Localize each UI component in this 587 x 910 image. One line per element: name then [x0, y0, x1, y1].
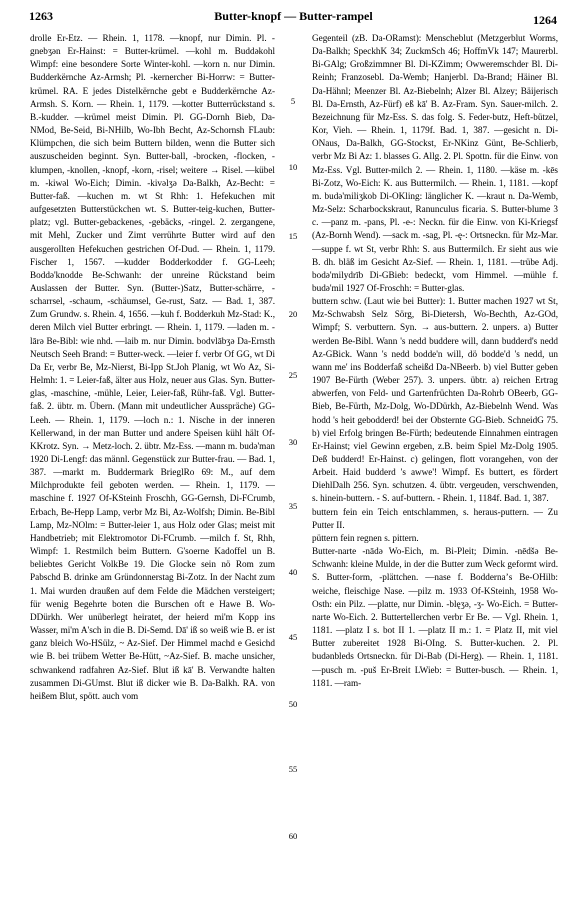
page-number-right: 1264 [533, 13, 557, 27]
page-number-left: 1263 [29, 9, 53, 23]
line-number: 40 [288, 567, 298, 577]
line-number: 15 [288, 231, 298, 241]
right-column-paragraph: püttern fein regnen s. pittern. [312, 532, 419, 543]
right-column-paragraph: Butter-narte -nādə Wo-Eich, m. Bi-Pleit; Dimin. -nēdšə Be-Schwanh: kleine Mulde, in der die Butter zum Weck geformt wird. S. Butter-form, -plättchen. —nase f. Boddernaʼs Be-OHilb: weiche, fleischige Nase. —pilz m. 1933 Of-KSteinh, 1958 Wo-Osth: ein Pilz. —platte, nur Dimin. -blęʒə, -ʒ- Wo-Eich. = Butter-narte Wo-Eich. 2. Buttertellerchen verbr Er Be. — Vgl. Rhein. 1, 1181. —platz I s. bot II 1. —platz II m.: 1. = Platz II, mit viel Butter zubereitet 1928 Bi-OIng. S. Butter-kuchen. 2. Pl. budənbleds Ortsneckn. für Di-Bab (Di-Herg). — Rhein. 1, 1181. —pusch m. -puš Er-Breit LWieb: = Butter-busch. — Rhein. 1, 1181. —ram- [312, 546, 558, 688]
left-column [30, 32, 275, 900]
line-number: 35 [288, 501, 298, 511]
running-head: Butter-knopf — Butter-rampel [214, 9, 373, 23]
right-column [312, 32, 558, 900]
right-column-paragraph: buttern schw. (Laut wie bei Butter): 1. Butter machen 1927 wt St, Mz-Schwabsh Selz Sörg, Bi-Dietersh, Wo-Bechth, Az-GOd, Wimpf; S. verbuttern. Syn. → aus-buttern. 2. unpers. a) Butter werden Be-Bibl. Wann 's nedd buddere will, dann budderd's nedd Az-GBick. Wann 's nedd bodde'n will, dö bodde'd 's nedd, un wann me' ins Bodderfaß scheißd Da-NBeerb. b) viel Butter geben 1907 Be-Fürth (Weber 257). 3. unpers. übtr. a) reichen Ertrag abwerfen, von Feld- und Gartenfrüchten Da-Rohrb OBeerb, GG-Bieb, Be-Fürth, Mz-Dolg, Wo-DDürkh, Az-Biebelnh Wend. Was hodd 's heit gebodderd! bei der Obsternte GG-Bieb. SchneidG 75. b) viel Erfolg bringen Be-Fürth; bedeutende Einnahmen eintragen Er-Hainst; viel Gewinn ergeben, z.B. beim Spiel Mz-Dolg 1905. Deß budderd! Er-Hainst. c) gelingen, flott vorangehen, von der Arbeit. Haid budderd 's awwe'! Wimpf. Es buttert, es fördert DiehlDalh 256. Syn. schutzen. 4. übtr. vergeuden, verschwenden, s. hinein-buttern. - S. auf-buttern. - Rhein. 1, 1184f. Bad. 1, 387. [312, 296, 558, 504]
line-number: 55 [288, 764, 298, 774]
line-number: 50 [288, 699, 298, 709]
line-number: 30 [288, 437, 298, 447]
right-column-paragraph: buttern fein ein Teich entschlammen, s. heraus-puttern. — Zu Putter II. [312, 506, 558, 530]
line-number: 20 [288, 309, 298, 319]
left-column-text: drolle Er-Etz. — Rhein. 1, 1178. —knopf, nur Dimin. Pl. -gnebʒən Er-Hainst: = Butter-krümel. —kohl m. Buddəkohl Wimpf: eine besondere Sorte Winter-kohl. —korn n. nur Dimin. Budderkërnche Az-Armsh; Pl. -kernercher Bi-Horrw: = Butter-krümel. RA. E jedes Distelkërnche gebt e Budderkërnche Az-Armsh. S. Korn. — Rhein. 1, 1179. —kotter Butterrückstand s. B.-kudder. —krümel meist Dimin. Pl. GG-Dornh Bieb, Da-NMod, Be-Seid, Bi-NHilb, Wo-Ibh Becht, Az-Schornsh FLaub: Klümpchen, die sich beim Buttern bilden, wenn die Butter sich auszuscheiden beginnt. Syn. Butter-ball, -brocken, -flocken, -klumpen, -knollen, -knopf, -korn, -risel; weitere → Risel. —kübel m. -kiwəl Wo-Eich; Dimin. -kivəlʒə Da-Balkh, Az-Becht: = Butter-faß. —kuchen m. wt St Rhh: 1. Hefekuchen mit aufgesetzten Butterstückchen wt. S. Butter-teig-kuchen, Butter-platz; vgl. Butter-gebackenes, -gebäcks, -ringel. 2. zergangene, mit Mehl, Zucker und Zimt verrührte Butter wird auf den ausgerollten Hefekuchen gestrichen Of-Dud. — Rhein. 1, 1179. Fischer 1, 1567. —kudder Bodderkodder f. GG-Leeh; Boddə'knodde Be-Schwanh: der unreine Rückstand beim Auslassen der Butter. Syn. (Butter-)Satz, Butter-schärre, -scharrsel, -schaum, -schäumsel, Ge-rust, Satz. — Bad. 1, 387. Zum Grundw. s. Rhein. 4, 1656. —kuh f. Bodderkuh Mz-Stad: K., deren Milch viel Butter erbringt. — Rhein. 1, 1179. —laden m. -lārə Be-Bibl: wie nhd. —laib m. nur Dimin. bodvlābʒə Da-Ernsth Neutsch Seeh Brand: = Butter-weck. —leier f. verbr Of GG, wt Di Da Er, verbr Be, Mz-Nierst, Bi-Ipp St.Joh Planig, wt Wo Az, Si-Helmh: 1. = Leier-faß, älter aus Holz, neuer aus Glas. Syn. Butter-glas, -maschine, -mühle, Leier, Leier-faß, Rühr-faß. Vgl. Butter-faß. 2. übtr. m. Übern. (Mann mit undeutlicher Ausspräche) GG-Leeh. — Rhein. 1, 1179. —loch n.: 1. Nische in der inneren Kellerwand, in der man Butter und andere Speisen kühl hält Of-KKrotz. Syn. → Metz-loch. 2. übtr. Mz-Ess. —mann m. budə'man 1920 Di-Lengf: das männl. Gegenstück zur Butter-frau. — Bad. 1, 387. —markt m. Buddermark BrieglRo 69: M., auf dem Milchprodukte feil geboten werden. — Rhein. 1, 1179. —maschine f. 1927 Of-KSteinh Froschh, GG-Gernsh, Di-FCrumb, Erbach, Be-Hepp Lamp, verbr Mz Bi, Az-Wolfsh; Dimin. Be-Bibl Lamp, Mz-NOlm: = Butter-leier 1, aus Holz oder Glas; meist mit Handbetrieb; mit Elektromotor Di-FCrumb. —milch f. St, Rhh, Wimpf: 1. Restmilch beim Buttern. G'soerne Kadoffel un B. beliebtes Gericht VolkBe 19. Die Glocke sein nö Rom zum Pabschd B. drinke am Gründonnerstag Bi-Zotz. In der Nacht zum 1. Mai wurden draußen auf dem Felde die Mädchen versteigert; für wenig Begehrte boten die Burschen oft e Hawe B. Wo-DDürkh. Wer unüberlegt heiratet, der heierd mi'm Kopp ins Wasser, mi'm A'sch in die B. Di-Semd. Dā' iß so weiß wie B. er ist ganz bleich Wo-HSülz, ~ Az-Sief. Der Himmel machd e Gesichd wie B. bei trübem Wetter Be-Hütt, ~Az-Sief. B. mache unsicher, schwankend radfahren Az-Sief. Blut iß kā' B. Verwandte halten zusammen Di-GUmst. Blut iß dicker wie B. Da-Balkh. RA. von heißem Blut, spött. auch vom [30, 33, 275, 701]
line-number: 10 [288, 162, 298, 172]
line-number: 5 [290, 96, 296, 106]
line-number-gutter [278, 0, 308, 910]
line-number: 60 [288, 831, 298, 841]
right-column-paragraph: Gegenteil (zB. Da-ORamst): Menscheblut (Metzgerblut Worms, Da-Balkh; SpeckhK 34; ZuckmSch 46; HoffmVk 147; Maurerbl. Bi-GAlg; Großzimmner Bl. Di-KZimm; Owweremschder Bl. Di-Reinh; Franzosebl. Da-Wemb; Hanjerbl. Da-Brand; Häiner Bl. Da-Hähnl; Meenzer Bl. Az-Biebelnh; Alzer Bl. Alzey; Bäijerisch Bl. Da-Ernsth, Az-Fürf) eß kā' B. Az-Fram. Syn. Sauer-milch. 2. Bezeichnung für Mz-Ess. S. das folg. S. Feder-butz, Heft-bützel, Kor, Vieh. — Rhein. 1, 1179f. Bad. 1, 387. —gesicht n. Di-ONaus, Da-Balkh, GG-Stockst, Er-NKinz Günt, Be-Schlierb, verbr Mz Bi Az: 1. blasses G. Allg. 2. Pl. Spottn. für die Einw. von Mz-Ess. Vgl. Butter-milch 2. — Rhein. 1, 1180. —käse m. -kēs Bi-Zotz, Wo-Eich: K. aus Buttermilch. — Rhein. 1, 1181. —kopf m. budə'miliʒkob Di-OKling: länglicher K. —kraut n. Da-Wemb, Mz-Selz: Scharbockskraut, Ranunculus ficaria. S. Butter-blume 3 c. —panz m. -pans, Pl. -e-: Neckn. für die Einw. von Ki-Kriegsf (Az-Bornh Wend). —sack m. -sag, Pl. -ę-: Ortsneckn. für Mz-Mar. —suppe f. wt St, verbr Rhh: S. aus Buttermilch. Er sieht aus wie B. dh. bläß im Gesicht Az-Sief. — Rhein. 1, 1181. —trübe Adj. bodə'milydrīb Di-GBieb: bedeckt, vom Himmel. —mühle f. budə'mil 1927 Of-Froschh: = Butter-glas. [312, 33, 558, 293]
line-number: 45 [288, 632, 298, 642]
line-number: 25 [288, 370, 298, 380]
